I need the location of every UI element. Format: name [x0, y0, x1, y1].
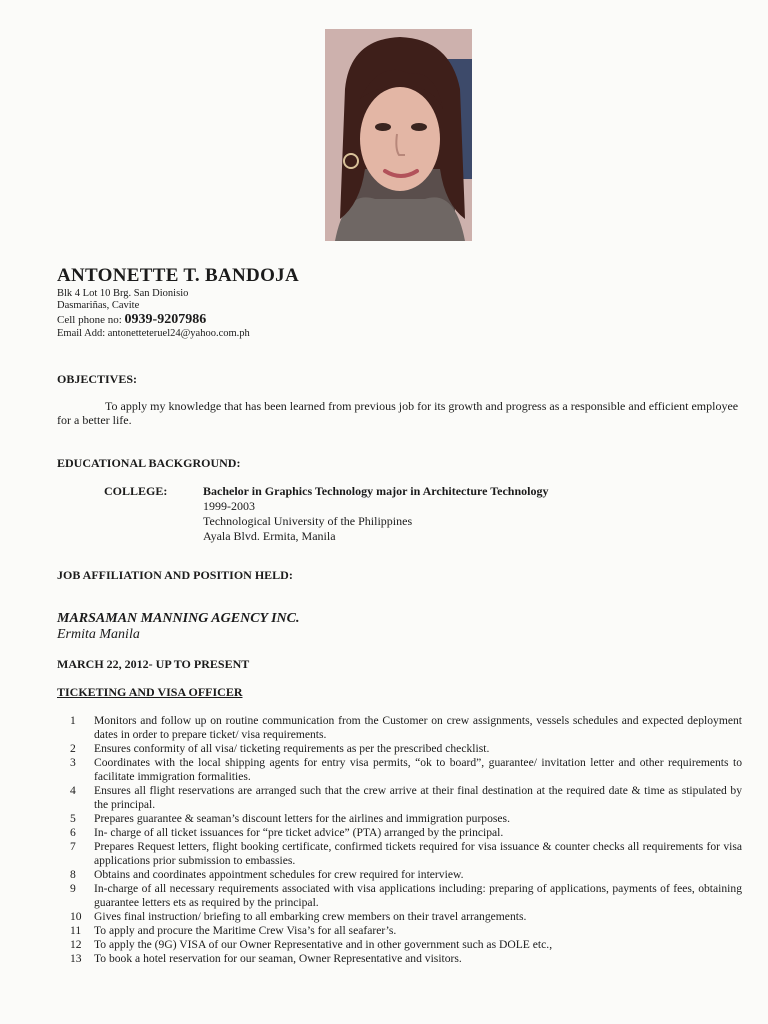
duty-text: Gives final instruction/ briefing to all embarking crew members on their travel arrangements. [94, 910, 527, 923]
position-title: TICKETING AND VISA OFFICER [57, 685, 243, 699]
duty-item [70, 882, 742, 910]
duty-text: Ensures all flight reservations are arranged such that the crew arrive at their final destination at the required date & time as stipulated by the principal. [94, 784, 742, 811]
duty-number: 8 [70, 868, 76, 881]
email-label: Email Add: [57, 328, 106, 339]
duty-text: Obtains and coordinates appointment schedules for crew required for interview. [94, 868, 464, 881]
duty-number: 5 [70, 812, 76, 825]
duty-number: 11 [70, 924, 82, 937]
college-label: COLLEGE: [104, 484, 168, 498]
phone-line [57, 312, 250, 328]
address-line-1: Blk 4 Lot 10 Brg. San Dionisio [57, 288, 189, 299]
duty-number: 7 [70, 840, 76, 853]
duty-number: 12 [70, 938, 82, 951]
objectives-heading: OBJECTIVES: [57, 372, 138, 386]
duty-item [70, 910, 742, 924]
duty-item [70, 868, 742, 882]
duties-list [70, 714, 742, 966]
duty-number: 4 [70, 784, 76, 797]
duty-text: In- charge of all ticket issuances for “pre ticket advice” (PTA) arranged by the principal. [94, 826, 504, 839]
portrait-image [325, 29, 472, 241]
duty-item [70, 826, 742, 840]
address-line-2: Dasmariñas, Cavite [57, 300, 140, 311]
duty-text: To book a hotel reservation for our seaman, Owner Representative and visitors. [94, 952, 462, 965]
duty-text: Coordinates with the local shipping agents for entry visa permits, “ok to board”, guarantee/ invitation letter and other requirements to facilitate immigration formalities. [94, 756, 742, 783]
duty-number: 6 [70, 826, 76, 839]
duty-text: Monitors and follow up on routine communication from the Customer on crew assignments, vessels schedules and expected deployment dates in order to prepare ticket/ visa requirements. [94, 714, 742, 741]
duty-item [70, 938, 742, 952]
school-name: Technological University of the Philippines [203, 514, 413, 528]
contact-block [57, 288, 250, 340]
degree: Bachelor in Graphics Technology major in Architecture Technology [203, 484, 549, 498]
phone-number: 0939-9207986 [124, 312, 207, 327]
college-info [203, 484, 548, 544]
email-line [57, 328, 250, 340]
duty-item [70, 812, 742, 826]
duty-number: 1 [70, 714, 76, 727]
duty-text: To apply the (9G) VISA of our Owner Representative and in other government such as DOLE etc., [94, 938, 553, 951]
company-location: Ermita Manila [57, 627, 140, 642]
education-heading: EDUCATIONAL BACKGROUND: [57, 456, 241, 470]
duty-number: 3 [70, 756, 76, 769]
school-years: 1999-2003 [203, 499, 255, 513]
duty-text: Prepares guarantee & seaman’s discount letters for the airlines and immigration purposes. [94, 812, 510, 825]
duty-text: To apply and procure the Maritime Crew Visa’s for all seafarer’s. [94, 924, 397, 937]
duty-number: 10 [70, 910, 82, 923]
duty-item [70, 952, 742, 966]
duty-item [70, 714, 742, 742]
duty-text: Ensures conformity of all visa/ ticketing requirements as per the prescribed checklist. [94, 742, 490, 755]
company-block [57, 611, 299, 643]
duty-text: Prepares Request letters, flight booking certificate, confirmed tickets required for visa issuance & counter checks all requirements for visa applications prior submission to embassies. [94, 840, 742, 867]
phone-label: Cell phone no: [57, 314, 122, 326]
duty-item [70, 742, 742, 756]
duty-text: In-charge of all necessary requirements associated with visa applications including: preparing of applications, payments of fees, obtaining guarantee letters ets as required by the principal. [94, 882, 742, 909]
duty-number: 9 [70, 882, 76, 895]
objectives-text: To apply my knowledge that has been learned from previous job for its growth and progress as a responsible and efficient employee for a better life. [57, 399, 739, 427]
job-heading: JOB AFFILIATION AND POSITION HELD: [57, 568, 293, 582]
duty-item [70, 784, 742, 812]
email-address: antonetteteruel24@yahoo.com.ph [107, 328, 250, 339]
profile-photo [325, 29, 472, 241]
duty-number: 2 [70, 742, 76, 755]
school-address: Ayala Blvd. Ermita, Manila [203, 529, 336, 543]
candidate-name: ANTONETTE T. BANDOJA [57, 265, 299, 286]
duty-item [70, 840, 742, 868]
company-name: MARSAMAN MANNING AGENCY INC. [57, 611, 300, 626]
duty-number: 13 [70, 952, 82, 965]
duty-item [70, 756, 742, 784]
employment-period: MARCH 22, 2012- UP TO PRESENT [57, 657, 250, 671]
duty-item [70, 924, 742, 938]
